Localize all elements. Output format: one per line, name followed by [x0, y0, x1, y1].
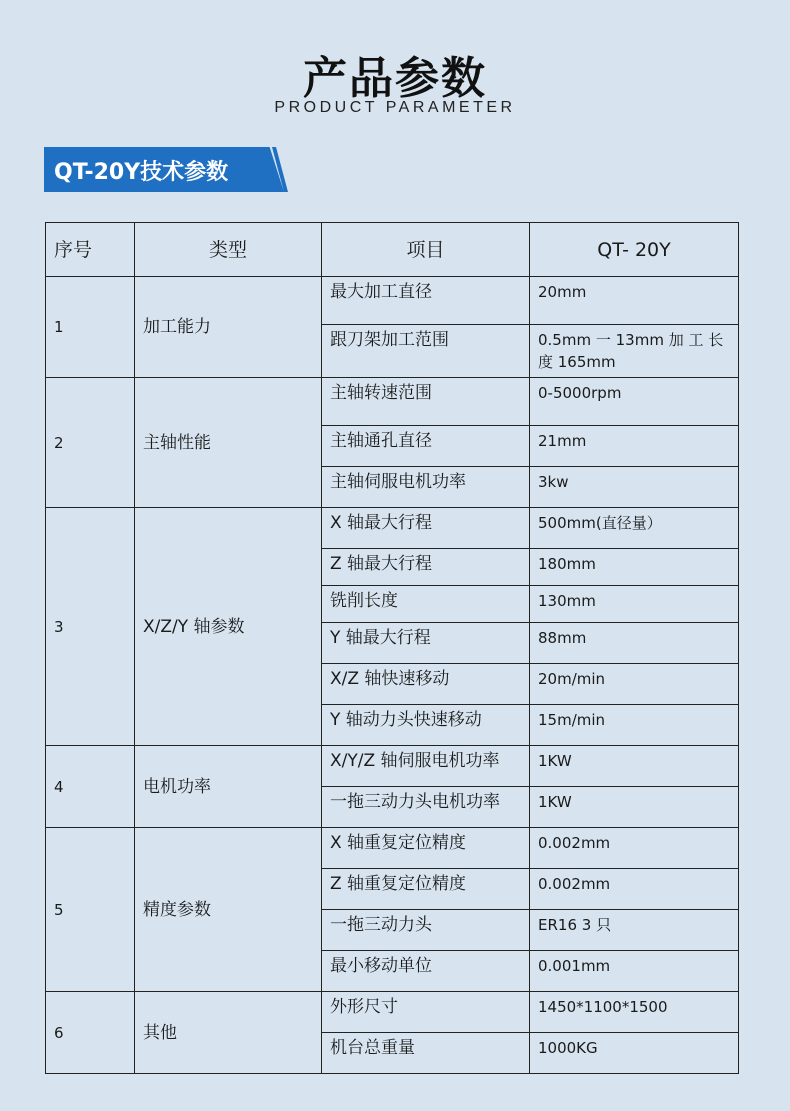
item-cell: 最小移动单位	[322, 951, 530, 992]
row-index-cell: 1	[46, 277, 135, 378]
item-cell: X/Y/Z 轴伺服电机功率	[322, 746, 530, 787]
item-cell: 最大加工直径	[322, 277, 530, 325]
value-cell: 20m/min	[530, 664, 739, 705]
row-index-cell: 5	[46, 828, 135, 992]
table-row	[46, 992, 739, 1033]
value-cell: 0.002mm	[530, 869, 739, 910]
table-body	[46, 277, 739, 1074]
value-cell: 88mm	[530, 623, 739, 664]
parameter-table	[45, 222, 739, 1074]
item-cell: 外形尺寸	[322, 992, 530, 1033]
table-header-row	[46, 223, 739, 277]
table-row	[46, 828, 739, 869]
value-cell: 20mm	[530, 277, 739, 325]
header-cell-model: QT- 20Y	[530, 223, 739, 277]
item-cell: X/Z 轴快速移动	[322, 664, 530, 705]
value-cell: 500mm(直径量）	[530, 508, 739, 549]
row-index-cell: 6	[46, 992, 135, 1074]
item-cell: Y 轴动力头快速移动	[322, 705, 530, 746]
stripes-icon	[238, 147, 288, 192]
item-cell: 一拖三动力头电机功率	[322, 787, 530, 828]
value-cell: ER16 3 只	[530, 910, 739, 951]
section-banner	[44, 147, 284, 192]
value-cell: 1KW	[530, 787, 739, 828]
value-cell: 1000KG	[530, 1033, 739, 1074]
item-cell: 跟刀架加工范围	[322, 325, 530, 378]
value-cell: 0.5mm 一 13mm 加 工 长 度 165mm	[530, 325, 739, 378]
header-cell-item: 项目	[322, 223, 530, 277]
value-cell: 15m/min	[530, 705, 739, 746]
value-cell: 3kw	[530, 467, 739, 508]
table-row	[46, 378, 739, 426]
value-cell: 21mm	[530, 426, 739, 467]
item-cell: 主轴通孔直径	[322, 426, 530, 467]
table-row	[46, 277, 739, 325]
value-cell: 1450*1100*1500	[530, 992, 739, 1033]
table-row	[46, 746, 739, 787]
item-cell: Z 轴最大行程	[322, 549, 530, 586]
row-index-cell: 4	[46, 746, 135, 828]
value-cell: 0.002mm	[530, 828, 739, 869]
value-cell: 0.001mm	[530, 951, 739, 992]
item-cell: Y 轴最大行程	[322, 623, 530, 664]
item-cell: X 轴重复定位精度	[322, 828, 530, 869]
table-row	[46, 508, 739, 549]
item-cell: 机台总重量	[322, 1033, 530, 1074]
item-cell: 铣削长度	[322, 586, 530, 623]
value-cell: 180mm	[530, 549, 739, 586]
value-cell: 1KW	[530, 746, 739, 787]
value-cell: 130mm	[530, 586, 739, 623]
row-index-cell: 3	[46, 508, 135, 746]
category-cell: 电机功率	[135, 746, 322, 828]
item-cell: Z 轴重复定位精度	[322, 869, 530, 910]
item-cell: 一拖三动力头	[322, 910, 530, 951]
category-cell: 精度参数	[135, 828, 322, 992]
category-cell: X/Z/Y 轴参数	[135, 508, 322, 746]
page-subtitle: PRODUCT PARAMETER	[274, 99, 516, 116]
item-cell: 主轴伺服电机功率	[322, 467, 530, 508]
header-cell-index: 序号	[46, 223, 135, 277]
banner-title: QT-20Y技术参数	[54, 160, 229, 185]
category-cell: 加工能力	[135, 277, 322, 378]
value-cell: 0-5000rpm	[530, 378, 739, 426]
item-cell: X 轴最大行程	[322, 508, 530, 549]
header-cell-type: 类型	[135, 223, 322, 277]
item-cell: 主轴转速范围	[322, 378, 530, 426]
page-title: 产品参数	[303, 53, 487, 104]
category-cell: 主轴性能	[135, 378, 322, 508]
row-index-cell: 2	[46, 378, 135, 508]
category-cell: 其他	[135, 992, 322, 1074]
